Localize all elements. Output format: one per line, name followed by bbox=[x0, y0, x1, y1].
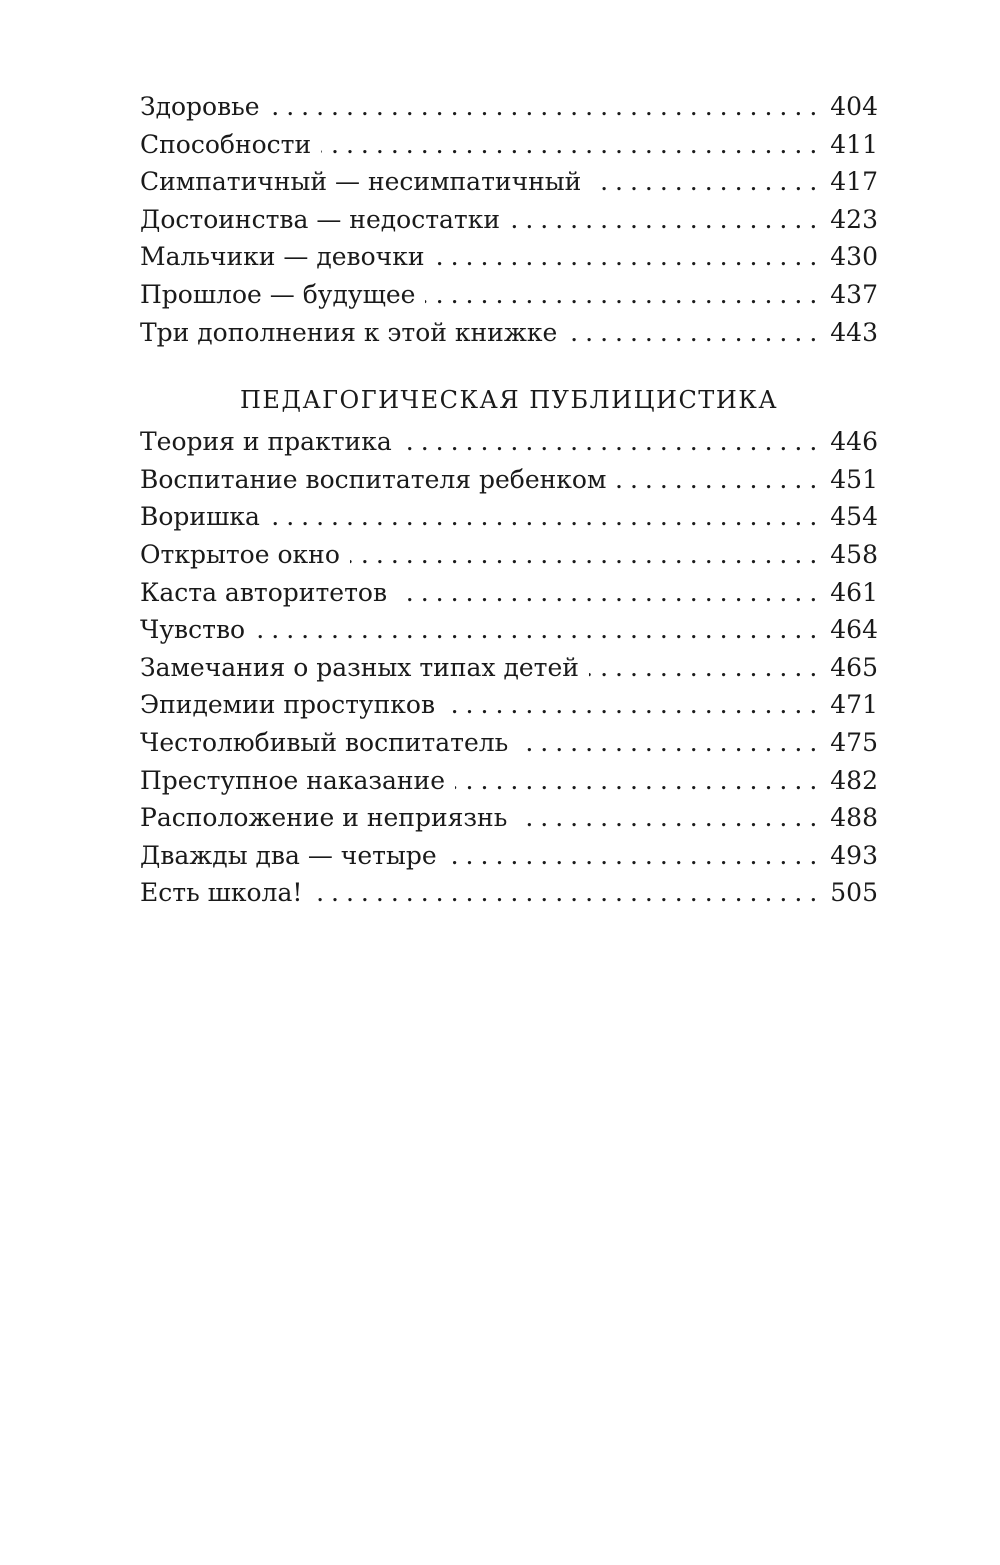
toc-dot-leader bbox=[350, 536, 824, 574]
toc-entry-page: 454 bbox=[830, 502, 878, 532]
toc-entry-title: Теория и практика bbox=[140, 427, 392, 457]
toc-dot-leader bbox=[517, 799, 824, 837]
toc-entry-title: Прошлое — будущее bbox=[140, 279, 416, 309]
toc-entry[interactable] bbox=[140, 423, 878, 461]
toc-dot-leader bbox=[447, 837, 825, 875]
toc-entry-page: 465 bbox=[830, 652, 878, 682]
toc-entry-page: 437 bbox=[830, 279, 878, 309]
toc-entry-page: 443 bbox=[830, 317, 878, 347]
toc-dot-leader bbox=[321, 126, 824, 164]
toc-entry-title: Расположение и неприязнь bbox=[140, 803, 508, 833]
toc-entry-title: Чувство bbox=[140, 615, 246, 645]
toc-entry[interactable] bbox=[140, 461, 878, 499]
toc-entry-page: 430 bbox=[830, 242, 878, 272]
toc-entry[interactable] bbox=[140, 611, 878, 649]
toc-entry[interactable] bbox=[140, 874, 878, 912]
toc-entry-title: Каста авторитетов bbox=[140, 577, 388, 607]
toc-entry-page: 404 bbox=[830, 92, 878, 121]
toc-dot-leader bbox=[616, 461, 824, 499]
toc-dot-leader bbox=[312, 874, 824, 912]
toc-dot-leader bbox=[510, 201, 824, 239]
toc-entry-title: Замечания о разных типах детей bbox=[140, 652, 579, 682]
toc-entry[interactable] bbox=[140, 762, 878, 800]
toc-dot-leader bbox=[425, 276, 824, 314]
toc-entry[interactable] bbox=[140, 88, 878, 126]
toc-entry-page: 461 bbox=[830, 577, 878, 607]
toc-entry-title: Есть школа! bbox=[140, 878, 303, 908]
toc-section-continued bbox=[140, 88, 878, 351]
toc-dot-leader bbox=[591, 163, 824, 201]
toc-entry-title: Эпидемии проступков bbox=[140, 690, 436, 720]
toc-entry-title: Мальчики — девочки bbox=[140, 242, 425, 272]
toc-entry-page: 458 bbox=[830, 539, 878, 569]
toc-dot-leader bbox=[589, 649, 824, 687]
toc-entry[interactable] bbox=[140, 536, 878, 574]
toc-entry-page: 446 bbox=[830, 427, 878, 457]
toc-entry-page: 482 bbox=[830, 765, 878, 795]
toc-dot-leader bbox=[270, 88, 825, 126]
toc-entry-page: 417 bbox=[830, 167, 878, 197]
toc-entry-title: Честолюбивый воспитатель bbox=[140, 727, 509, 757]
toc-entry-page: 451 bbox=[830, 464, 878, 494]
toc-entry[interactable] bbox=[140, 314, 878, 352]
toc-section-publicistics bbox=[140, 423, 878, 912]
toc-entry[interactable] bbox=[140, 238, 878, 276]
toc-entry-page: 493 bbox=[830, 840, 878, 870]
toc-entry-page: 505 bbox=[830, 878, 878, 908]
toc-entry-title: Три дополнения к этой книжке bbox=[140, 317, 558, 347]
toc-dot-leader bbox=[567, 314, 824, 352]
toc-dot-leader bbox=[518, 724, 824, 762]
toc-entry[interactable] bbox=[140, 201, 878, 239]
toc-entry-page: 423 bbox=[830, 204, 878, 234]
toc-entry[interactable] bbox=[140, 649, 878, 687]
toc-entry[interactable] bbox=[140, 163, 878, 201]
table-of-contents bbox=[140, 88, 878, 912]
toc-entry[interactable] bbox=[140, 837, 878, 875]
toc-entry-title: Воспитание воспитателя ребенком bbox=[140, 464, 607, 494]
toc-dot-leader bbox=[445, 686, 824, 724]
toc-entry-title: Достоинства — недостатки bbox=[140, 204, 501, 234]
toc-entry[interactable] bbox=[140, 126, 878, 164]
toc-entry-page: 464 bbox=[830, 615, 878, 645]
toc-entry[interactable] bbox=[140, 276, 878, 314]
toc-entry-page: 471 bbox=[830, 690, 878, 720]
toc-dot-leader bbox=[455, 762, 824, 800]
toc-entry-title: Дважды два — четыре bbox=[140, 840, 437, 870]
toc-dot-leader bbox=[397, 574, 824, 612]
toc-entry-title: Способности bbox=[140, 129, 312, 159]
toc-entry[interactable] bbox=[140, 686, 878, 724]
toc-entry-page: 475 bbox=[830, 727, 878, 757]
toc-entry-title: Здоровье bbox=[140, 92, 260, 121]
toc-dot-leader bbox=[270, 498, 824, 536]
toc-entry[interactable] bbox=[140, 724, 878, 762]
toc-dot-leader bbox=[255, 611, 824, 649]
toc-entry[interactable] bbox=[140, 574, 878, 612]
section-heading: ПЕДАГОГИЧЕСКАЯ ПУБЛИЦИСТИКА bbox=[240, 386, 778, 415]
toc-dot-leader bbox=[435, 238, 825, 276]
toc-entry[interactable] bbox=[140, 498, 878, 536]
toc-entry-title: Открытое окно bbox=[140, 539, 340, 569]
toc-entry-page: 488 bbox=[830, 803, 878, 833]
toc-entry-title: Преступное наказание bbox=[140, 765, 446, 795]
toc-entry-page: 411 bbox=[830, 129, 878, 159]
toc-entry-title: Воришка bbox=[140, 502, 260, 532]
toc-entry-title: Симпатичный — несимпатичный bbox=[140, 167, 582, 197]
toc-dot-leader bbox=[402, 423, 825, 461]
toc-entry[interactable] bbox=[140, 799, 878, 837]
